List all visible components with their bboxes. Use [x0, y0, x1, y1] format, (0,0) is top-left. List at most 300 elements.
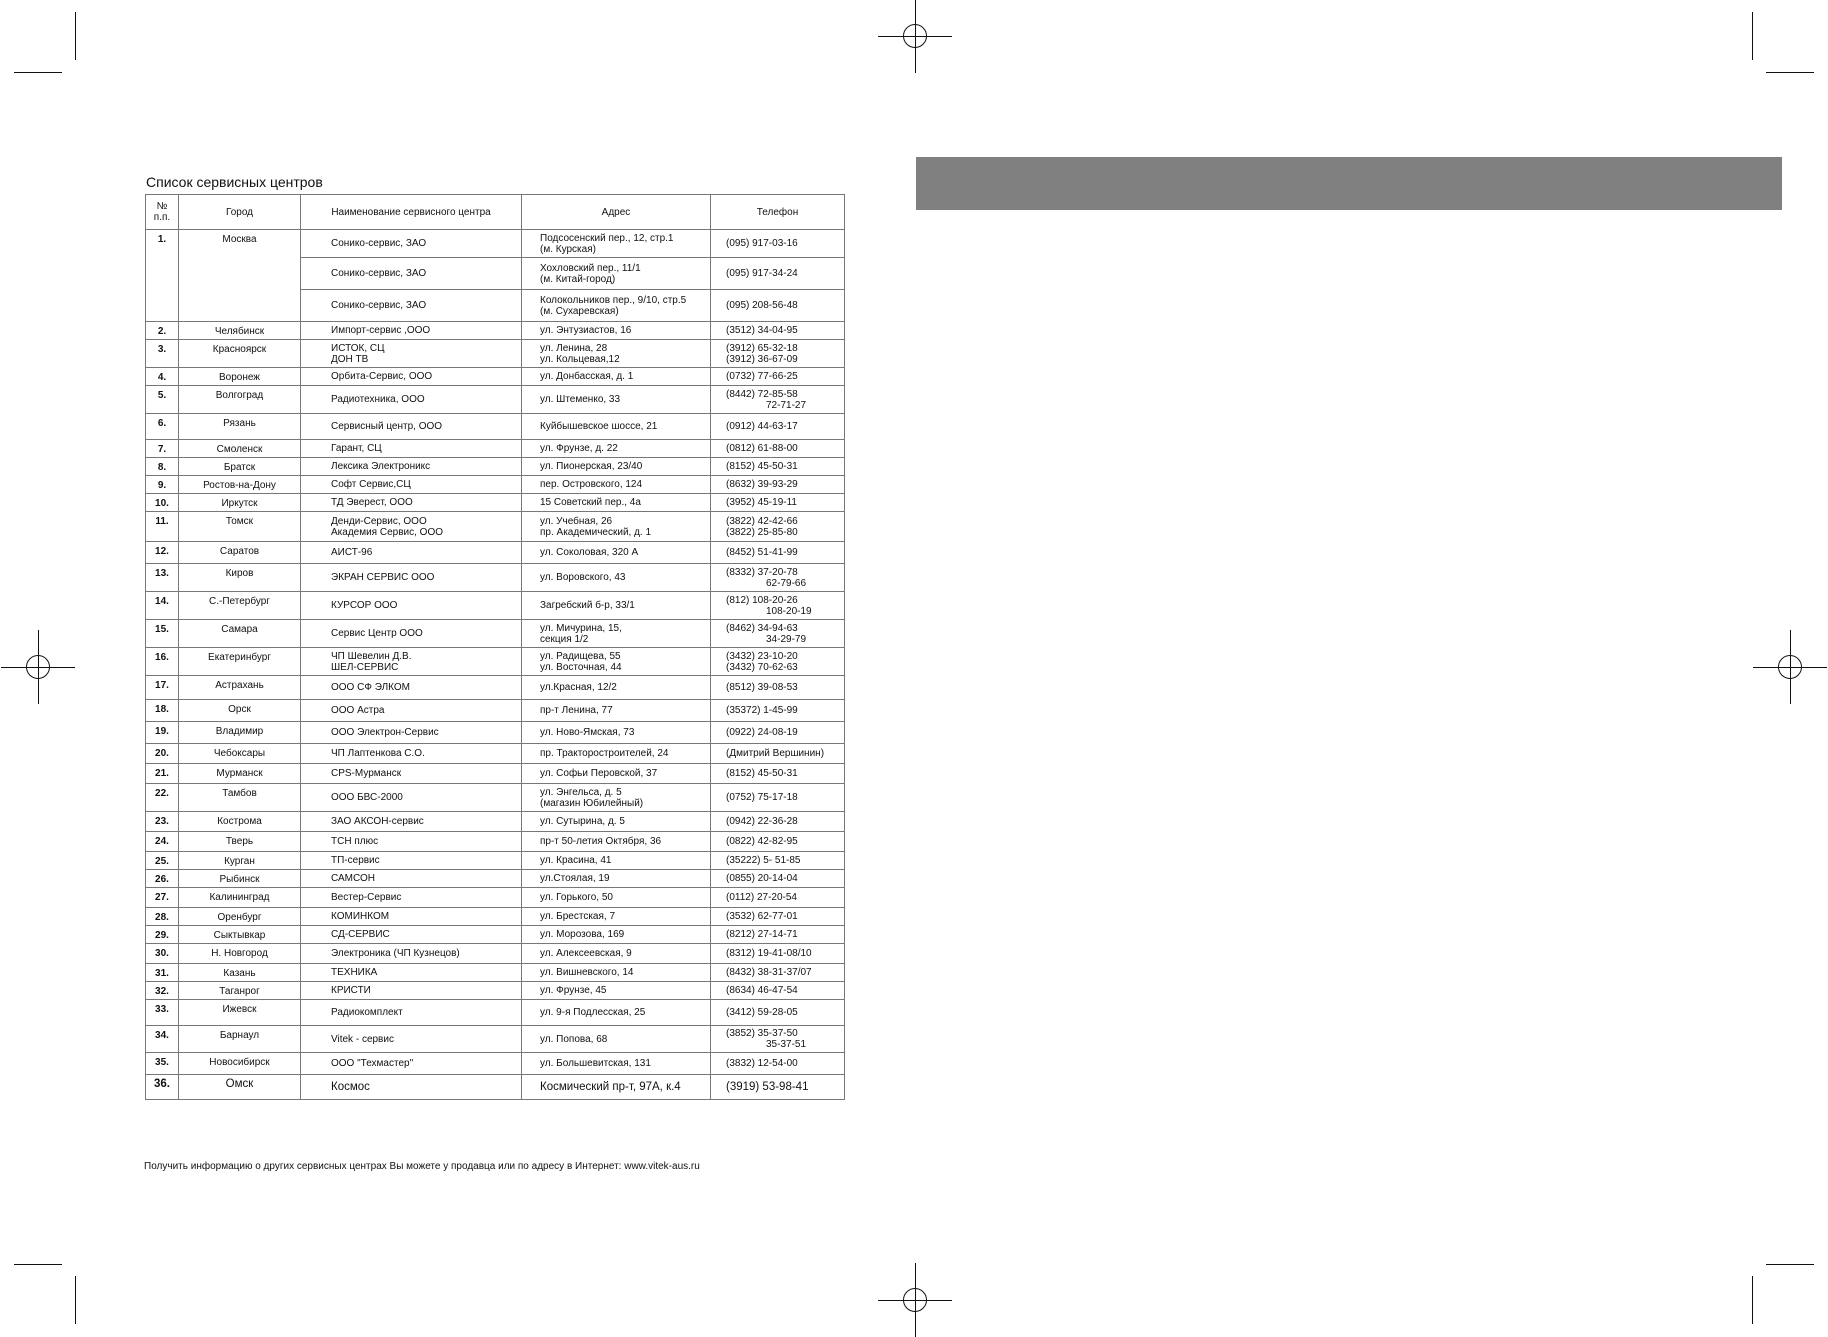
cell-address: [522, 494, 711, 512]
name-text: ЧП Лаптенкова С.О.: [331, 748, 425, 759]
cell-address: [522, 440, 711, 458]
cell-name: [301, 258, 522, 290]
cell-number: 24.: [146, 832, 179, 852]
address-text: ул. Морозова, 169: [540, 929, 625, 940]
phone-line: (0912) 44-63-17: [726, 421, 798, 432]
cell-phone: [711, 888, 845, 908]
cell-phone: [711, 982, 845, 1000]
phone-line: (3432) 23-10-20 (3432) 70-62-63: [726, 650, 798, 673]
column-header-city: Город: [179, 195, 301, 230]
phone-line: (8462) 34-94-63: [726, 622, 798, 634]
address-text: ул. Брестская, 7: [540, 911, 616, 922]
table-row: [146, 982, 845, 1000]
cell-phone: [711, 744, 845, 764]
table-row: [146, 744, 845, 764]
cell-phone: [711, 944, 845, 964]
cell-number: 22.: [146, 784, 179, 812]
column-header-number: № п.п.: [146, 195, 179, 230]
name-text: ТЕХНИКА: [331, 967, 378, 978]
phone-line-2: 108-20-19: [766, 605, 812, 617]
address-text: ул. Радищева, 55 ул. Восточная, 44: [540, 650, 622, 673]
table-row: [146, 414, 845, 440]
cell-number: 30.: [146, 944, 179, 964]
name-text: ООО Электрон-Сервис: [331, 727, 439, 738]
cell-city: Саратов: [179, 542, 301, 564]
cell-name: [301, 870, 522, 888]
cell-address: [522, 340, 711, 368]
table-row: [146, 832, 845, 852]
cell-name: [301, 744, 522, 764]
cell-name: [301, 722, 522, 744]
name-text: Импорт-сервис ,ООО: [331, 325, 431, 336]
cell-phone: [711, 1026, 845, 1053]
cell-name: [301, 592, 522, 620]
cell-city: Ижевск: [179, 1000, 301, 1026]
cell-name: [301, 648, 522, 676]
cell-city: Тамбов: [179, 784, 301, 812]
table-row: [146, 1053, 845, 1075]
cell-number: 17.: [146, 676, 179, 700]
cell-city: Томск: [179, 512, 301, 542]
cell-city: Волгоград: [179, 386, 301, 414]
cell-phone: [711, 458, 845, 476]
phone-line: (0855) 20-14-04: [726, 873, 798, 884]
cell-phone: [711, 852, 845, 870]
cell-number: 36.: [146, 1075, 179, 1100]
phone-line: (812) 108-20-26: [726, 594, 798, 606]
phone-line: (8442) 72-85-58: [726, 388, 798, 400]
name-text: ЭКРАН СЕРВИС ООО: [331, 572, 435, 583]
cell-phone: [711, 494, 845, 512]
cell-city: Тверь: [179, 832, 301, 852]
cell-name: [301, 230, 522, 258]
cell-name: [301, 340, 522, 368]
cell-phone: [711, 1053, 845, 1075]
phone-line: (8312) 19-41-08/10: [726, 948, 812, 959]
cell-phone: [711, 926, 845, 944]
address-text: ул. Горького, 50: [540, 892, 613, 903]
phone-line: (095) 208-56-48: [726, 300, 798, 311]
address-text: ул. Красина, 41: [540, 855, 612, 866]
address-text: ул. Сутырина, д. 5: [540, 816, 625, 827]
cell-phone: [711, 764, 845, 784]
phone-line: (Дмитрий Вершинин): [726, 748, 825, 759]
cell-name: [301, 386, 522, 414]
address-text: ул. Ленина, 28 ул. Кольцевая,12: [540, 342, 620, 365]
address-text: ул. Мичурина, 15, секция 1/2: [540, 622, 622, 645]
cell-city: Челябинск: [179, 322, 301, 340]
cell-address: [522, 230, 711, 258]
cell-phone: [711, 386, 845, 414]
cell-phone: [711, 964, 845, 982]
name-text: Vitek - сервис: [331, 1033, 394, 1045]
table-row: [146, 620, 845, 648]
cell-phone: [711, 340, 845, 368]
name-text: ООО Астра: [331, 705, 385, 716]
cell-address: [522, 542, 711, 564]
cell-address: [522, 592, 711, 620]
cell-city: С.-Петербург: [179, 592, 301, 620]
address-text: пр. Тракторостроителей, 24: [540, 748, 669, 759]
address-text: ул. Большевитская, 131: [540, 1058, 651, 1069]
address-text: Хохловский пер., 11/1 (м. Китай-город): [540, 262, 641, 285]
table-row: [146, 648, 845, 676]
cell-address: [522, 908, 711, 926]
cell-phone: [711, 722, 845, 744]
phone-line: (3412) 59-28-05: [726, 1007, 798, 1018]
crop-mark: [14, 72, 62, 73]
cell-address: [522, 386, 711, 414]
table-row: [146, 944, 845, 964]
table-row: [146, 1026, 845, 1053]
table-row: [146, 1000, 845, 1026]
cell-city: Калининград: [179, 888, 301, 908]
cell-name: [301, 926, 522, 944]
name-text: Сонико-сервис, ЗАО: [331, 268, 427, 279]
cell-address: [522, 368, 711, 386]
cell-address: [522, 888, 711, 908]
cell-name: [301, 458, 522, 476]
cell-address: [522, 944, 711, 964]
phone-line: (3852) 35-37-50: [726, 1028, 798, 1039]
table-row: [146, 700, 845, 722]
cell-city: Новосибирск: [179, 1053, 301, 1075]
address-text: Колокольников пер., 9/10, стр.5 (м. Сухаревская): [540, 294, 687, 317]
cell-phone: [711, 784, 845, 812]
cell-number: 1.: [146, 230, 179, 322]
address-text: пр-т Ленина, 77: [540, 705, 613, 716]
cell-number: 15.: [146, 620, 179, 648]
cell-name: [301, 414, 522, 440]
cell-address: [522, 852, 711, 870]
name-text: ООО БВС-2000: [331, 792, 403, 803]
crop-mark: [75, 12, 76, 60]
table-row: [146, 676, 845, 700]
name-text: ООО "Техмастер": [331, 1058, 414, 1069]
cell-name: [301, 440, 522, 458]
address-text: ул. Алексеевская, 9: [540, 948, 632, 959]
cell-address: [522, 764, 711, 784]
cell-number: 19.: [146, 722, 179, 744]
cell-phone: [711, 1000, 845, 1026]
phone-line: (8634) 46-47-54: [726, 985, 798, 996]
crop-mark: [1766, 72, 1814, 73]
cell-city: Кострома: [179, 812, 301, 832]
cell-number: 12.: [146, 542, 179, 564]
cell-name: [301, 512, 522, 542]
address-text: ул. Попова, 68: [540, 1033, 608, 1045]
cell-address: [522, 812, 711, 832]
phone-line: (8212) 27-14-71: [726, 929, 798, 940]
cell-phone: [711, 368, 845, 386]
address-text: пр-т 50-летия Октября, 36: [540, 836, 662, 847]
phone-line: (0752) 75-17-18: [726, 792, 798, 803]
cell-city: Братск: [179, 458, 301, 476]
cell-number: 14.: [146, 592, 179, 620]
cell-phone: [711, 908, 845, 926]
name-text: СД-СЕРВИС: [331, 929, 390, 940]
cell-address: [522, 700, 711, 722]
cell-phone: [711, 440, 845, 458]
phone-line: (3512) 34-04-95: [726, 325, 798, 336]
cell-name: [301, 290, 522, 322]
name-text: ЧП Шевелин Д.В. ШЕЛ-СЕРВИС: [331, 650, 412, 673]
table-row: [146, 764, 845, 784]
cell-name: [301, 542, 522, 564]
table-row: [146, 964, 845, 982]
cell-name: [301, 564, 522, 592]
cell-city: Киров: [179, 564, 301, 592]
cell-name: [301, 494, 522, 512]
phone-line: (8632) 39-93-29: [726, 479, 798, 490]
cell-phone: [711, 512, 845, 542]
name-text: Сервисный центр, ООО: [331, 421, 443, 432]
crop-mark: [14, 1264, 62, 1265]
name-text: Вестер-Сервис: [331, 892, 402, 903]
cell-city: Орск: [179, 700, 301, 722]
table-row: [146, 386, 845, 414]
registration-mark-icon: [903, 24, 927, 48]
address-text: ул. Штеменко, 33: [540, 394, 621, 405]
grey-header-band: [916, 157, 1782, 210]
cell-address: [522, 744, 711, 764]
document-title: Список сервисных центров: [146, 174, 323, 190]
phone-line: (3919) 53-98-41: [726, 1080, 809, 1093]
table-row: [146, 888, 845, 908]
cell-city: Н. Новгород: [179, 944, 301, 964]
cell-city: Смоленск: [179, 440, 301, 458]
address-text: ул. Софьи Перовской, 37: [540, 768, 658, 779]
cell-number: 13.: [146, 564, 179, 592]
cell-city: Оренбург: [179, 908, 301, 926]
cell-number: 16.: [146, 648, 179, 676]
phone-line: (095) 917-03-16: [726, 238, 798, 249]
cell-city: Рыбинск: [179, 870, 301, 888]
cell-number: 6.: [146, 414, 179, 440]
cell-number: 4.: [146, 368, 179, 386]
cell-phone: [711, 620, 845, 648]
cell-number: 25.: [146, 852, 179, 870]
cell-city: Астрахань: [179, 676, 301, 700]
cell-address: [522, 1075, 711, 1100]
registration-mark-icon: [26, 655, 50, 679]
table-row: [146, 908, 845, 926]
name-text: КУРСОР ООО: [331, 600, 398, 611]
address-text: ул. Энтузиастов, 16: [540, 325, 632, 336]
name-text: Сонико-сервис, ЗАО: [331, 300, 427, 311]
cell-address: [522, 512, 711, 542]
cell-name: [301, 700, 522, 722]
address-text: ул. Фрунзе, д. 22: [540, 443, 618, 454]
phone-line: (8332) 37-20-78: [726, 566, 798, 578]
name-text: Радиокомплект: [331, 1007, 403, 1018]
table-row: [146, 340, 845, 368]
cell-address: [522, 832, 711, 852]
phone-line-2: 62-79-66: [766, 577, 807, 589]
name-text: Радиотехника, ООО: [331, 394, 425, 405]
name-text: САМСОН: [331, 873, 376, 884]
address-text: ул. Фрунзе, 45: [540, 985, 607, 996]
cell-phone: [711, 258, 845, 290]
cell-name: [301, 982, 522, 1000]
cell-name: [301, 368, 522, 386]
cell-phone: [711, 476, 845, 494]
address-text: ул. Донбасская, д. 1: [540, 371, 634, 382]
phone-line: (0822) 42-82-95: [726, 836, 798, 847]
cell-phone: [711, 290, 845, 322]
table-row: [146, 458, 845, 476]
cell-number: 27.: [146, 888, 179, 908]
cell-name: [301, 1053, 522, 1075]
cell-name: [301, 764, 522, 784]
name-text: Космос: [331, 1080, 370, 1093]
name-text: ТД Эверест, ООО: [331, 497, 413, 508]
address-text: Загребский б-р, 33/1: [540, 600, 635, 611]
phone-line: (3912) 65-32-18 (3912) 36-67-09: [726, 342, 798, 365]
cell-phone: [711, 700, 845, 722]
table-row: [146, 368, 845, 386]
cell-address: [522, 648, 711, 676]
cell-name: [301, 322, 522, 340]
cell-number: 26.: [146, 870, 179, 888]
cell-city: Таганрог: [179, 982, 301, 1000]
name-text: КОМИНКОМ: [331, 911, 390, 922]
cell-phone: [711, 542, 845, 564]
address-text: ул. Ново-Ямская, 73: [540, 727, 635, 738]
cell-name: [301, 676, 522, 700]
cell-name: [301, 944, 522, 964]
address-text: ул.Красная, 12/2: [540, 682, 617, 693]
cell-number: 5.: [146, 386, 179, 414]
crop-mark: [1752, 12, 1753, 60]
phone-line-2: 35-37-51: [766, 1039, 807, 1050]
name-text: Электроника (ЧП Кузнецов): [331, 948, 460, 959]
cell-name: [301, 964, 522, 982]
cell-name: [301, 888, 522, 908]
cell-name: [301, 1075, 522, 1100]
cell-city: Владимир: [179, 722, 301, 744]
cell-phone: [711, 676, 845, 700]
table-row: [146, 722, 845, 744]
name-text: ЗАО АКСОН-сервис: [331, 816, 424, 827]
phone-line: (095) 917-34-24: [726, 268, 798, 279]
phone-line: (3822) 42-42-66 (3822) 25-85-80: [726, 515, 798, 538]
cell-address: [522, 1000, 711, 1026]
phone-line: (0112) 27-20-54: [726, 892, 797, 903]
cell-number: 10.: [146, 494, 179, 512]
cell-address: [522, 620, 711, 648]
cell-number: 9.: [146, 476, 179, 494]
cell-phone: [711, 1075, 845, 1100]
cell-number: 33.: [146, 1000, 179, 1026]
table-header-row: [146, 195, 845, 230]
cell-number: 28.: [146, 908, 179, 926]
cell-number: 32.: [146, 982, 179, 1000]
table-row: [146, 564, 845, 592]
table-row: [146, 926, 845, 944]
phone-line: (3952) 45-19-11: [726, 497, 797, 508]
cell-number: 2.: [146, 322, 179, 340]
phone-line: (35372) 1-45-99: [726, 705, 798, 716]
phone-line: (3832) 12-54-00: [726, 1058, 798, 1069]
name-text: Гарант, СЦ: [331, 443, 382, 454]
cell-city: Москва: [179, 230, 301, 322]
phone-line: (35222) 5- 51-85: [726, 855, 801, 866]
table-row: [146, 322, 845, 340]
cell-phone: [711, 564, 845, 592]
address-text: Куйбышевское шоссе, 21: [540, 421, 658, 432]
name-text: Орбита-Сервис, ООО: [331, 371, 433, 382]
table-row: [146, 230, 845, 258]
table-row: [146, 542, 845, 564]
phone-line: (0732) 77-66-25: [726, 371, 798, 382]
phone-line: (8152) 45-50-31: [726, 461, 798, 472]
cell-phone: [711, 414, 845, 440]
cell-phone: [711, 592, 845, 620]
cell-address: [522, 476, 711, 494]
phone-line: (0942) 22-36-28: [726, 816, 798, 827]
cell-address: [522, 676, 711, 700]
cell-name: [301, 832, 522, 852]
table-row: [146, 592, 845, 620]
cell-city: Мурманск: [179, 764, 301, 784]
cell-address: [522, 1053, 711, 1075]
cell-address: [522, 1026, 711, 1053]
cell-city: Красноярск: [179, 340, 301, 368]
cell-phone: [711, 812, 845, 832]
name-text: Сонико-сервис, ЗАО: [331, 238, 427, 249]
cell-number: 3.: [146, 340, 179, 368]
crop-mark: [1752, 1276, 1753, 1324]
table-row: [146, 512, 845, 542]
phone-line: (8152) 45-50-31: [726, 768, 798, 779]
cell-phone: [711, 648, 845, 676]
name-text: ТП-сервис: [331, 855, 380, 866]
cell-number: 18.: [146, 700, 179, 722]
address-text: пер. Островского, 124: [540, 479, 643, 490]
table-row: [146, 476, 845, 494]
cell-city: Рязань: [179, 414, 301, 440]
cell-address: [522, 414, 711, 440]
cell-address: [522, 290, 711, 322]
crop-mark: [1766, 1264, 1814, 1265]
registration-mark-icon: [1778, 655, 1802, 679]
name-text: CPS-Мурманск: [331, 768, 402, 779]
cell-city: Сыктывкар: [179, 926, 301, 944]
cell-address: [522, 870, 711, 888]
phone-line: (0812) 61-88-00: [726, 443, 798, 454]
address-text: 15 Советский пер., 4а: [540, 497, 641, 508]
name-text: ИСТОК, СЦ ДОН ТВ: [331, 342, 385, 365]
table-row: [146, 870, 845, 888]
cell-address: [522, 964, 711, 982]
footer-note: Получить информацию о других сервисных центрах Вы можете у продавца или по адресу в Интернет: www.vitek-aus.ru: [144, 1161, 700, 1172]
name-text: АИСТ-96: [331, 547, 373, 558]
cell-name: [301, 908, 522, 926]
cell-city: Курган: [179, 852, 301, 870]
cell-name: [301, 1026, 522, 1053]
phone-line: (8512) 39-08-53: [726, 682, 798, 693]
address-text: Космический пр-т, 97А, к.4: [540, 1080, 681, 1093]
address-text: ул. Соколовая, 320 А: [540, 547, 639, 558]
address-text: ул. 9-я Подлесская, 25: [540, 1007, 646, 1018]
cell-city: Иркутск: [179, 494, 301, 512]
address-text: ул. Пионерская, 23/40: [540, 461, 643, 472]
cell-name: [301, 852, 522, 870]
cell-number: 7.: [146, 440, 179, 458]
address-text: ул.Стоялая, 19: [540, 873, 610, 884]
cell-number: 23.: [146, 812, 179, 832]
